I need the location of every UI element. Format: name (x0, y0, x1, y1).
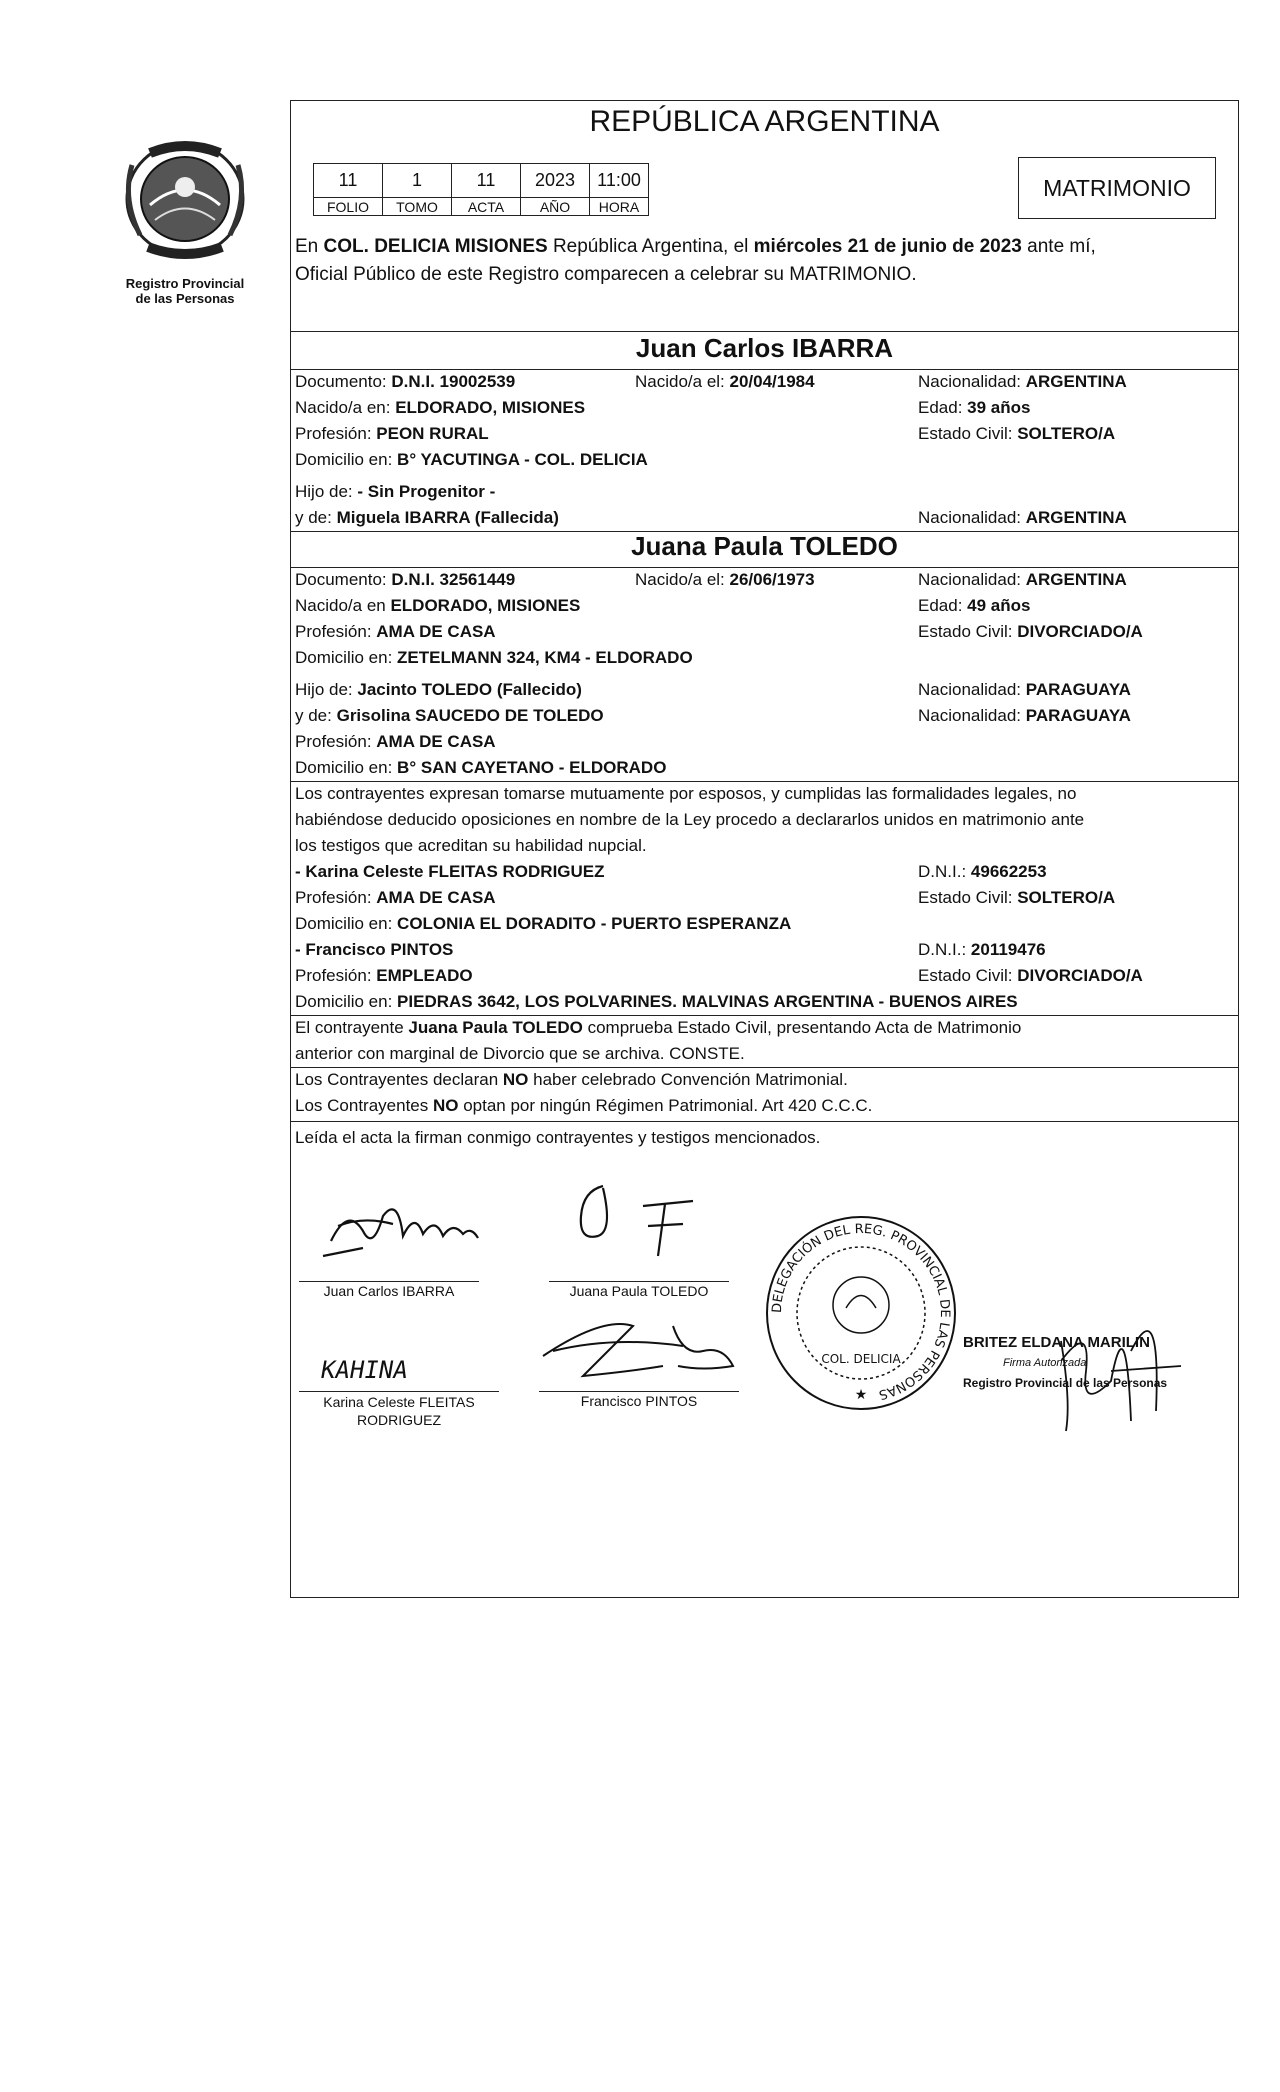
acta-label: ACTA (452, 198, 521, 216)
folio-label: FOLIO (314, 198, 383, 216)
convention-note: Los Contrayentes declaran NO haber celebrado Convención Matrimonial. (295, 1070, 848, 1089)
official-stamp (761, 1213, 961, 1413)
witness2-profession: Profesión: EMPLEADO (295, 966, 473, 985)
tomo-label: TOMO (383, 198, 452, 216)
sig-witness1-caption: Karina Celeste FLEITAS RODRIGUEZ (323, 1394, 475, 1428)
groom-father: Hijo de: - Sin Progenitor - (295, 482, 496, 501)
bride-father: Hijo de: Jacinto TOLEDO (Fallecido) (295, 680, 582, 699)
tomo-value: 1 (383, 164, 452, 198)
regime-note: Los Contrayentes NO optan por ningún Régimen Patrimonial. Art 420 C.C.C. (295, 1096, 873, 1115)
bride-mother: y de: Grisolina SAUCEDO DE TOLEDO (295, 706, 604, 725)
witness2-civil: Estado Civil: DIVORCIADO/A (918, 966, 1143, 985)
groom-civil: Estado Civil: SOLTERO/A (918, 424, 1116, 443)
bride-name: Juana Paula TOLEDO (631, 531, 898, 561)
official-name: BRITEZ ELDANA MARILIN (963, 1334, 1150, 1351)
witness2-address: Domicilio en: PIEDRAS 3642, LOS POLVARINES. MALVINAS ARGENTINA - BUENOS AIRES (295, 992, 1018, 1011)
logo-caption-line1: Registro Provincial (125, 276, 245, 291)
witness1-name: - Karina Celeste FLEITAS RODRIGUEZ (295, 862, 605, 881)
bride-born: Nacido/a en ELDORADO, MISIONES (295, 596, 581, 615)
bride-doc: Documento: D.N.I. 32561449 (295, 570, 516, 589)
bride-father-nationality: Nacionalidad: PARAGUAYA (918, 680, 1131, 699)
bride-mother-nationality: Nacionalidad: PARAGUAYA (918, 706, 1131, 725)
groom-name: Juan Carlos IBARRA (635, 333, 894, 363)
witness1-civil: Estado Civil: SOLTERO/A (918, 888, 1116, 907)
closing-text: Leída el acta la firman conmigo contrayentes y testigos mencionados. (295, 1128, 821, 1147)
doc-type-box: MATRIMONIO (1018, 157, 1216, 219)
svg-text:★: ★ (854, 1386, 868, 1402)
witness1-profession: Profesión: AMA DE CASA (295, 888, 496, 907)
groom-birth: Nacido/a el: 20/04/1984 (635, 372, 815, 391)
groom-mother: y de: Miguela IBARRA (Fallecida) (295, 508, 559, 527)
stamp-place-text: COL. DELICIA (821, 1352, 901, 1366)
witness1-dni: D.N.I.: 49662253 (918, 862, 1047, 881)
bride-mother-profession: Profesión: AMA DE CASA (295, 732, 496, 751)
civil-status-note: El contrayente Juana Paula TOLEDO comprueba Estado Civil, presentando Acta de Matrimonio anterior con marginal de Divorcio que se archiva. CONSTE. (295, 1018, 1022, 1063)
bride-signature-icon (581, 1186, 693, 1256)
hora-value: 11:00 (590, 164, 649, 198)
intro-text: En COL. DELICIA MISIONES República Argentina, el miércoles 21 de junio de 2023 ante mí, Oficial Público de este Registro comparecen a celebrar su MATRIMONIO. (295, 236, 1096, 285)
province-seal-icon (110, 135, 260, 265)
bride-age: Edad: 49 años (918, 596, 1031, 615)
page-title: REPÚBLICA ARGENTINA (589, 105, 940, 138)
sig-groom-caption: Juan Carlos IBARRA (323, 1283, 455, 1299)
groom-profession: Profesión: PEON RURAL (295, 424, 489, 443)
registry-logo (110, 135, 260, 306)
anio-value: 2023 (521, 164, 590, 198)
official-title: Firma Autorizada (1003, 1357, 1087, 1369)
bride-mother-address: Domicilio en: B° SAN CAYETANO - ELDORADO (295, 758, 667, 777)
witness1-address: Domicilio en: COLONIA EL DORADITO - PUERTO ESPERANZA (295, 914, 792, 933)
sig-witness2-caption: Francisco PINTOS (580, 1393, 698, 1409)
hora-label: HORA (590, 198, 649, 216)
folio-value: 11 (314, 164, 383, 198)
witness2-dni: D.N.I.: 20119476 (918, 940, 1046, 959)
official-office: Registro Provincial de las Personas (963, 1376, 1168, 1390)
official-signature-icon (1031, 1281, 1191, 1441)
stamp-icon (761, 1213, 961, 1413)
stamp-ring-text: DELEGACIÓN DEL REG. PROVINCIAL DE LAS PERSONAS (769, 1221, 953, 1402)
groom-nationality: Nacionalidad: ARGENTINA (918, 372, 1127, 391)
groom-address: Domicilio en: B° YACUTINGA - COL. DELICIA (295, 450, 648, 469)
bride-civil: Estado Civil: DIVORCIADO/A (918, 622, 1143, 641)
witness2-name: - Francisco PINTOS (295, 940, 454, 959)
sig-bride-caption: Juana Paula TOLEDO (569, 1283, 709, 1299)
witness1-handwriting: KAHINA (318, 1356, 411, 1384)
groom-mother-nationality: Nacionalidad: ARGENTINA (918, 508, 1127, 527)
certificate-frame (290, 100, 1239, 1598)
groom-age: Edad: 39 años (918, 398, 1031, 417)
acta-value: 11 (452, 164, 521, 198)
groom-doc: Documento: D.N.I. 19002539 (295, 372, 516, 391)
logo-caption-line2: de las Personas (135, 291, 235, 306)
witness2-signature-icon (543, 1324, 733, 1376)
groom-signature-icon (323, 1209, 478, 1256)
bride-profession: Profesión: AMA DE CASA (295, 622, 496, 641)
bride-nationality: Nacionalidad: ARGENTINA (918, 570, 1127, 589)
bride-address: Domicilio en: ZETELMANN 324, KM4 - ELDORADO (295, 648, 693, 667)
groom-born: Nacido/a en: ELDORADO, MISIONES (295, 398, 586, 417)
declaration-text: Los contrayentes expresan tomarse mutuamente por esposos, y cumplidas las formalidades legales, no habiéndose deducido oposiciones en nombre de la Ley procedo a declararlos unidos en matrimonio ante los testigos que acreditan su habilidad nupcial. (295, 784, 1085, 855)
registry-table (313, 163, 649, 216)
anio-label: AÑO (521, 198, 590, 216)
bride-birth: Nacido/a el: 26/06/1973 (635, 570, 815, 589)
